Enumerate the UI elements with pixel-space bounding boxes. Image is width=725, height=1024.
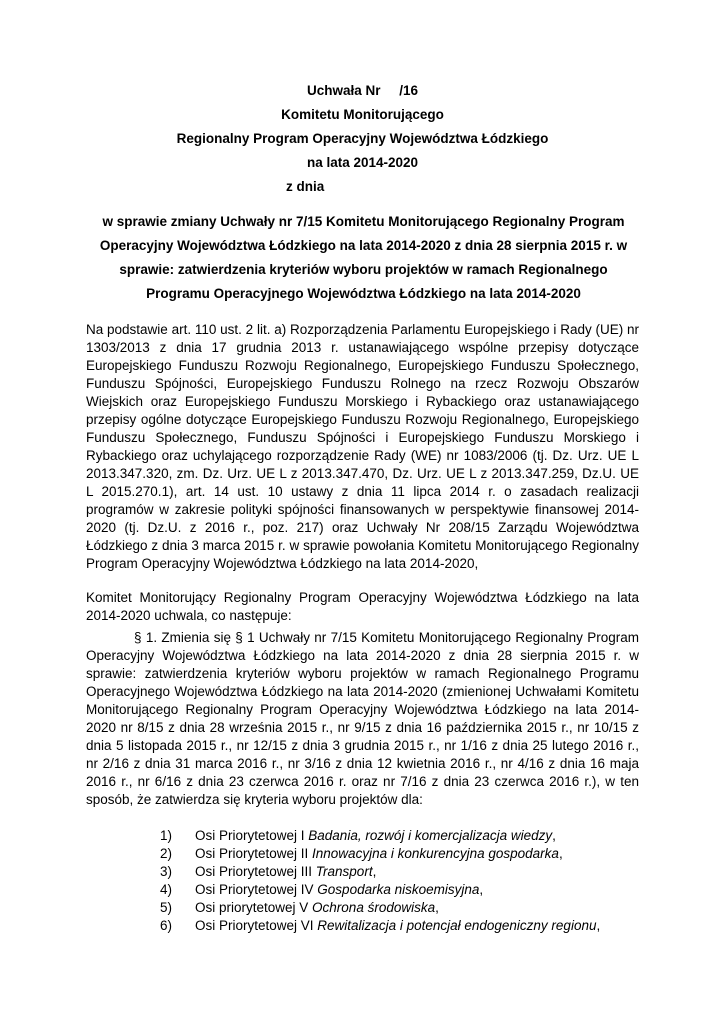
list-item: 5) Osi priorytetowej V Ochrona środowiska, [160, 900, 439, 915]
list-item: 3) Osi Priorytetowej III Transport, [160, 864, 377, 879]
legal-basis-paragraph: Na podstawie art. 110 ust. 2 lit. a) Rozporządzenia Parlamentu Europejskiego i Rady (UE) nr 1303/2013 z dnia 17 grudnia 2013 r. ustanawiającego wspólne przepisy dotyczące Europejskiego Funduszu Rozwoju Regionalnego, Europejskiego Funduszu Społecznego, Funduszu Spójności, Europejskiego Funduszu Rolnego na rzecz Rozwoju Obszarów Wiejskich oraz Europejskiego Funduszu Morskiego i Rybackiego oraz ustanawiającego przepisy ogólne dotyczące Europejskiego Funduszu Rozwoju Regionalnego, Europejskiego Funduszu Społecznego, Funduszu Spójności i Europejskiego Funduszu Morskiego i Rybackiego oraz uchylającego rozporządzenie Rady (WE) nr 1083/2006 (tj. Dz. Urz. UE L 2013.347.320, zm. Dz. Urz. UE L z 2013.347.470, Dz. Urz. UE L z 2013.347.259, Dz.U. UE L 2015.270.1), art. 14 ust. 10 ustawy z dnia 11 lipca 2014 r. o zasadach realizacji programów w zakresie polityki spójności finansowanych w perspektywie finansowej 2014-2020 (tj. Dz.U. z 2016 r., poz. 217) oraz Uchwały Nr 208/15 Zarządu Województwa Łódzkiego z dnia 3 marca 2015 r. w sprawie powołania Komitetu Monitorującego Regionalny Program Operacyjny Województwa Łódzkiego na lata 2014-2020, [86, 322, 639, 571]
resolution-number: Uchwała Nr /16 [306, 83, 419, 98]
list-item: 2) Osi Priorytetowej II Innowacyjna i konkurencyjna gospodarka, [160, 846, 563, 861]
section-1-paragraph [86, 629, 639, 809]
list-item: 1) Osi Priorytetowej I Badania, rozwój i komercjalizacja wiedzy, [160, 828, 556, 843]
priority-axes-list [160, 827, 600, 935]
list-item: 4) Osi Priorytetowej IV Gospodarka niskoemisyjna, [160, 882, 484, 897]
resolution-intro: Komitet Monitorujący Regionalny Program Operacyjny Województwa Łódzkiego na lata 2014-2020 uchwala, co następuje: [86, 590, 639, 623]
list-item: 6) Osi Priorytetowej VI Rewitalizacja i potencjał endogeniczny regionu, [160, 918, 601, 933]
resolution-subject: w sprawie zmiany Uchwały nr 7/15 Komitetu Monitorującego Regionalny Program Operacyjny Województwa Łódzkiego na lata 2014-2020 z dnia 28 sierpnia 2015 r. w sprawie: zatwierdzenia kryteriów wyboru projektów w ramach Regionalnego Programu Operacyjnego Województwa Łódzkiego na lata 2014-2020 [99, 214, 628, 301]
program-name: Regionalny Program Operacyjny Województwa Łódzkiego [176, 131, 549, 146]
program-period: na lata 2014-2020 [306, 155, 419, 170]
section-1-text: § 1. Zmienia się § 1 Uchwały nr 7/15 Komitetu Monitorującego Regionalny Program Operacyjny Województwa Łódzkiego na lata 2014-2020 z dnia 28 sierpnia 2015 r. w sprawie: zatwierdzenia kryteriów wyboru projektów w ramach Regionalnego Programu Operacyjnego Województwa Łódzkiego na lata 2014-2020 (zmienionej Uchwałami Komitetu Monitorującego Regionalny Program Operacyjny Województwa Łódzkiego na lata 2014-2020 nr 8/15 z dnia 28 września 2015 r., nr 9/15 z dnia 16 października 2015 r., nr 10/15 z dnia 5 listopada 2015 r., nr 12/15 z dnia 3 grudnia 2015 r., nr 1/16 z dnia 25 lutego 2016 r., nr 2/16 z dnia 31 marca 2016 r., nr 3/16 z dnia 12 kwietnia 2016 r., nr 4/16 z dnia 16 maja 2016 r., nr 6/16 z dnia 23 czerwca 2016 r. oraz nr 7/16 z dnia 23 czerwca 2016 r.), w ten sposób, że zatwierdza się kryteria wyboru projektów dla: [86, 630, 639, 807]
resolution-date: z dnia [286, 179, 325, 194]
committee-name: Komitetu Monitorującego [281, 107, 444, 122]
